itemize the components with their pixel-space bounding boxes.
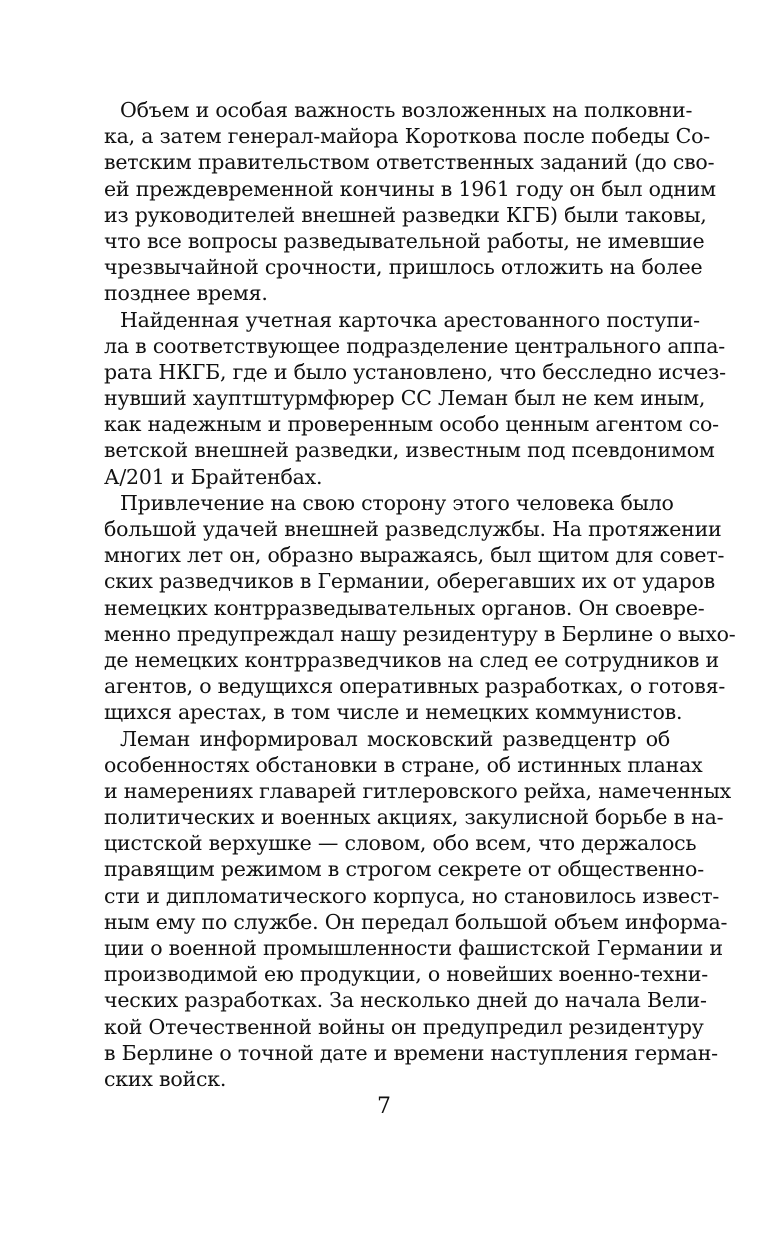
text-line: особенностях обстановки в стране, об истинных планах [104,752,703,777]
text-line: ка, а затем генерал-майора Короткова после победы Со- [104,124,711,149]
text-line: и намерениях главарей гитлеровского рейха, намеченных [104,778,732,803]
text-line: Найденная учетная карточка арестованного поступи- [120,307,700,332]
text-line: производимой ею продукции, о новейших военно-техни- [104,962,708,987]
text-line: ских войск. [104,1066,227,1091]
text-line: сти и дипломатического корпуса, но становилось извест- [104,883,720,908]
text-line: А/201 и Брайтенбах. [104,464,323,489]
body-text [104,97,736,1092]
text-line: большой удачей внешней разведслужбы. На протяжении [104,517,722,541]
text-line: что все вопросы разведывательной работы, не имевшие [104,228,705,253]
text-line: ции о военной промышленности фашистской Германии и [104,936,723,960]
text-line: в Берлине о точной дате и времени наступления герман- [104,1040,718,1065]
text-line: нувший хауптштурмфюрер СС Леман был не кем иным, [104,386,706,411]
text-line: немецких контрразведывательных органов. Он своевре- [104,595,705,620]
text-line: как надежным и проверенным особо ценным агентом со- [104,412,719,437]
text-line: ветской внешней разведки, известным под псевдонимом [104,438,715,463]
text-line: цистской верхушке — словом, обо всем, что держалось [104,831,697,856]
text-line: ным ему по службе. Он передал большой объем информа- [104,909,728,934]
text-line: рата НКГБ, где и было установлено, что бесследно исчез- [104,359,726,384]
text-line: кой Отечественной войны он предупредил резидентуру [104,1014,704,1039]
text-line: Леман информировал московский разведцентр об [120,726,670,751]
paragraph-1 [104,97,716,307]
text-line: многих лет он, образно выражаясь, был щитом для совет- [104,543,725,568]
text-line: агентов, о ведущихся оперативных разработках, о готовя- [104,674,726,699]
text-line: щихся арестах, в том числе и немецких коммунистов. [104,700,683,725]
paragraph-3 [104,490,736,726]
paragraph-2 [104,307,726,490]
text-line: правящим режимом в строгом секрете от общественно- [104,857,704,882]
text-line: де немецких контрразведчиков на след ее сотрудников и [104,647,719,672]
text-line: ла в соответствующее подразделение центрального аппа- [104,333,726,358]
paragraph-4 [104,726,732,1093]
text-line: ческих разработках. За несколько дней до начала Вели- [104,988,707,1013]
text-line: ских разведчиков в Германии, оберегавших их от ударов [104,569,715,594]
text-line: позднее время. [104,281,268,306]
text-line: менно предупреждал нашу резидентуру в Берлине о выхо- [104,621,736,646]
text-line: политических и военных акциях, закулисной борьбе в на- [104,805,724,830]
text-line: ветским правительством ответственных заданий (до сво- [104,150,715,175]
text-line: Объем и особая важность возложенных на полковни- [120,98,693,122]
text-line: ей преждевременной кончины в 1961 году он был одним [104,176,716,201]
text-line: чрезвычайной срочности, пришлось отложить на более [104,255,703,280]
text-line: Привлечение на свою сторону этого человека было [120,490,674,515]
page-number: 7 [377,1094,391,1119]
text-line: из руководителей внешней разведки КГБ) были таковы, [104,202,707,227]
